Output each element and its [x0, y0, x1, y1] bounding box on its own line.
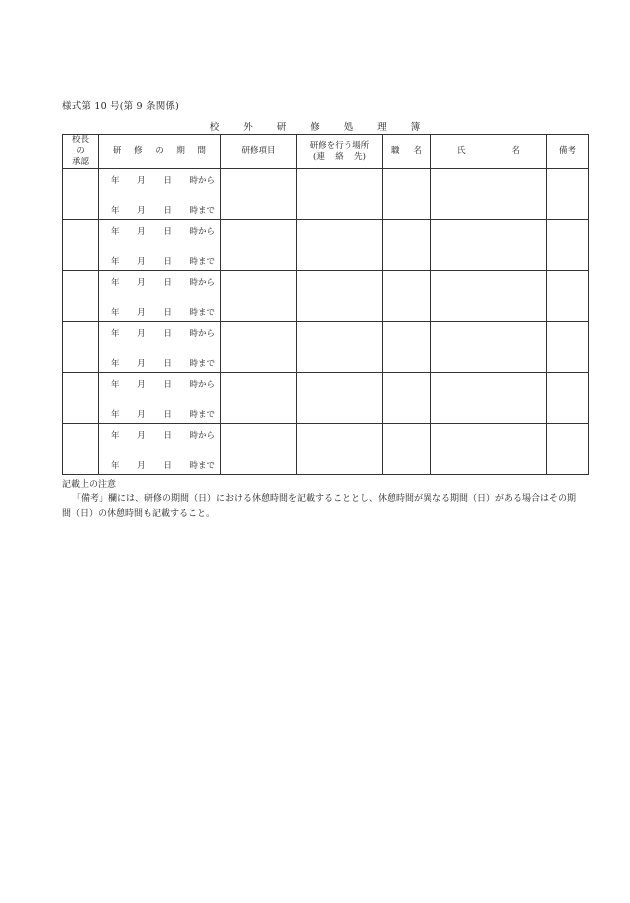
remarks-cell[interactable]: [547, 424, 589, 475]
header-period-char: 間: [197, 146, 206, 156]
table-row: [63, 271, 589, 322]
period-to-unit: 年: [111, 206, 120, 216]
period-from-line: [99, 378, 220, 390]
period-from-unit: 月: [137, 227, 146, 237]
training-register-table: [62, 134, 589, 475]
approval-cell[interactable]: [63, 271, 99, 322]
period-to-unit: 月: [137, 308, 146, 318]
header-place-part: 絡: [335, 151, 344, 162]
position-cell[interactable]: [383, 322, 431, 373]
remarks-cell[interactable]: [547, 271, 589, 322]
header-name-char: 名: [511, 146, 520, 156]
period-from-unit: 日: [163, 176, 172, 186]
period-from-unit: 月: [137, 278, 146, 288]
header-position-char: 名: [413, 146, 422, 156]
header-position-char: 職: [391, 146, 400, 156]
period-to-unit: 年: [111, 308, 120, 318]
place-cell[interactable]: [297, 373, 383, 424]
item-cell[interactable]: [221, 424, 297, 475]
item-cell[interactable]: [221, 169, 297, 220]
place-cell[interactable]: [297, 322, 383, 373]
place-cell[interactable]: [297, 220, 383, 271]
period-from-unit: 年: [111, 431, 120, 441]
period-to-unit: 時まで: [189, 410, 215, 420]
period-from-unit: 時から: [189, 329, 215, 339]
name-cell[interactable]: [431, 271, 547, 322]
period-to-unit: 時まで: [189, 359, 215, 369]
title-char: 簿: [410, 122, 421, 133]
period-to-unit: 年: [111, 257, 120, 267]
header-approval: [63, 135, 99, 169]
approval-cell[interactable]: [63, 220, 99, 271]
period-to-unit: 日: [163, 359, 172, 369]
name-cell[interactable]: [431, 373, 547, 424]
title-char: 研: [276, 122, 287, 133]
period-from-line: [99, 276, 220, 288]
period-from-unit: 年: [111, 380, 120, 390]
position-cell[interactable]: [383, 220, 431, 271]
period-to-unit: 日: [163, 410, 172, 420]
period-to-unit: 月: [137, 257, 146, 267]
period-from-unit: 月: [137, 431, 146, 441]
document-title: [0, 119, 630, 133]
header-period: [99, 135, 221, 169]
period-from-unit: 年: [111, 227, 120, 237]
period-cell[interactable]: [99, 373, 221, 424]
header-place-line1: 研修を行う場所: [309, 140, 370, 151]
header-approval-line: 承認: [71, 157, 89, 167]
name-cell[interactable]: [431, 322, 547, 373]
period-to-unit: 時まで: [189, 308, 215, 318]
position-cell[interactable]: [383, 271, 431, 322]
item-cell[interactable]: [221, 322, 297, 373]
remarks-cell[interactable]: [547, 373, 589, 424]
header-place-part: (連: [313, 151, 325, 162]
item-cell[interactable]: [221, 220, 297, 271]
period-from-unit: 時から: [189, 278, 215, 288]
remarks-cell[interactable]: [547, 169, 589, 220]
register-body: [63, 169, 589, 475]
table-row: [63, 424, 589, 475]
name-cell[interactable]: [431, 424, 547, 475]
period-from-unit: 年: [111, 329, 120, 339]
period-from-unit: 時から: [189, 176, 215, 186]
header-item: 研修項目: [221, 135, 297, 169]
period-to-unit: 時まで: [189, 206, 215, 216]
place-cell[interactable]: [297, 424, 383, 475]
position-cell[interactable]: [383, 424, 431, 475]
period-from-unit: 月: [137, 380, 146, 390]
header-period-char: 期: [176, 146, 185, 156]
approval-cell[interactable]: [63, 373, 99, 424]
title-char: 理: [377, 122, 387, 133]
approval-cell[interactable]: [63, 322, 99, 373]
header-place-part: 先): [354, 151, 366, 162]
period-from-unit: 月: [137, 329, 146, 339]
period-cell[interactable]: [99, 424, 221, 475]
name-cell[interactable]: [431, 220, 547, 271]
period-from-unit: 年: [111, 176, 120, 186]
table-row: [63, 169, 589, 220]
approval-cell[interactable]: [63, 169, 99, 220]
period-from-line: [99, 429, 220, 441]
header-name: [431, 135, 547, 169]
table-row: [63, 220, 589, 271]
header-row: [63, 135, 589, 169]
position-cell[interactable]: [383, 169, 431, 220]
header-place: [297, 135, 383, 169]
period-cell[interactable]: [99, 220, 221, 271]
period-from-unit: 年: [111, 278, 120, 288]
period-from-unit: 時から: [189, 431, 215, 441]
period-cell[interactable]: [99, 322, 221, 373]
period-to-line: [99, 306, 220, 318]
remarks-cell[interactable]: [547, 322, 589, 373]
title-char: 外: [243, 122, 253, 133]
title-char: 校: [209, 122, 220, 133]
notes-heading: 記載上の注意: [62, 480, 117, 490]
period-from-unit: 時から: [189, 380, 215, 390]
place-cell[interactable]: [297, 271, 383, 322]
period-cell[interactable]: [99, 271, 221, 322]
period-from-unit: 時から: [189, 227, 215, 237]
period-to-unit: 月: [137, 206, 146, 216]
period-to-line: [99, 408, 220, 420]
period-to-unit: 月: [137, 410, 146, 420]
period-to-unit: 時まで: [189, 257, 215, 267]
period-to-unit: 時まで: [189, 461, 215, 471]
period-from-unit: 月: [137, 176, 146, 186]
place-cell[interactable]: [297, 169, 383, 220]
period-to-line: [99, 459, 220, 471]
table-row: [63, 322, 589, 373]
title-char: 処: [343, 122, 354, 133]
approval-cell[interactable]: [63, 424, 99, 475]
position-cell[interactable]: [383, 373, 431, 424]
period-to-line: [99, 357, 220, 369]
header-name-char: 氏: [457, 146, 466, 156]
period-cell[interactable]: [99, 169, 221, 220]
period-to-unit: 日: [163, 461, 172, 471]
period-to-unit: 日: [163, 308, 172, 318]
header-period-char: の: [155, 146, 164, 156]
period-from-unit: 日: [163, 227, 172, 237]
header-approval-line: 校長: [71, 135, 89, 145]
period-from-line: [99, 327, 220, 339]
header-period-char: 研: [113, 146, 122, 156]
header-approval-line: の: [76, 146, 85, 156]
title-char: 修: [310, 122, 320, 133]
period-to-unit: 日: [163, 257, 172, 267]
notes-body: 「備考」欄には、研修の期間（日）における休憩時間を記載することとし、休憩時間が異なる期間（日）がある場合はその期間（日）の休憩時間も記載すること。: [62, 494, 577, 519]
item-cell[interactable]: [221, 373, 297, 424]
period-from-unit: 日: [163, 278, 172, 288]
period-from-unit: 日: [163, 380, 172, 390]
table-row: [63, 373, 589, 424]
period-to-unit: 月: [137, 461, 146, 471]
period-to-line: [99, 204, 220, 216]
form-number: 様式第 10 号(第 9 条関係): [62, 101, 180, 112]
period-to-unit: 日: [163, 206, 172, 216]
period-to-unit: 月: [137, 359, 146, 369]
header-remarks: 備考: [547, 135, 589, 169]
period-to-line: [99, 255, 220, 267]
remarks-cell[interactable]: [547, 220, 589, 271]
header-period-char: 修: [134, 146, 143, 156]
name-cell[interactable]: [431, 169, 547, 220]
period-from-unit: 日: [163, 329, 172, 339]
period-to-unit: 年: [111, 359, 120, 369]
period-from-unit: 日: [163, 431, 172, 441]
period-from-line: [99, 225, 220, 237]
period-to-unit: 年: [111, 461, 120, 471]
header-position: [383, 135, 431, 169]
item-cell[interactable]: [221, 271, 297, 322]
period-to-unit: 年: [111, 410, 120, 420]
period-from-line: [99, 174, 220, 186]
